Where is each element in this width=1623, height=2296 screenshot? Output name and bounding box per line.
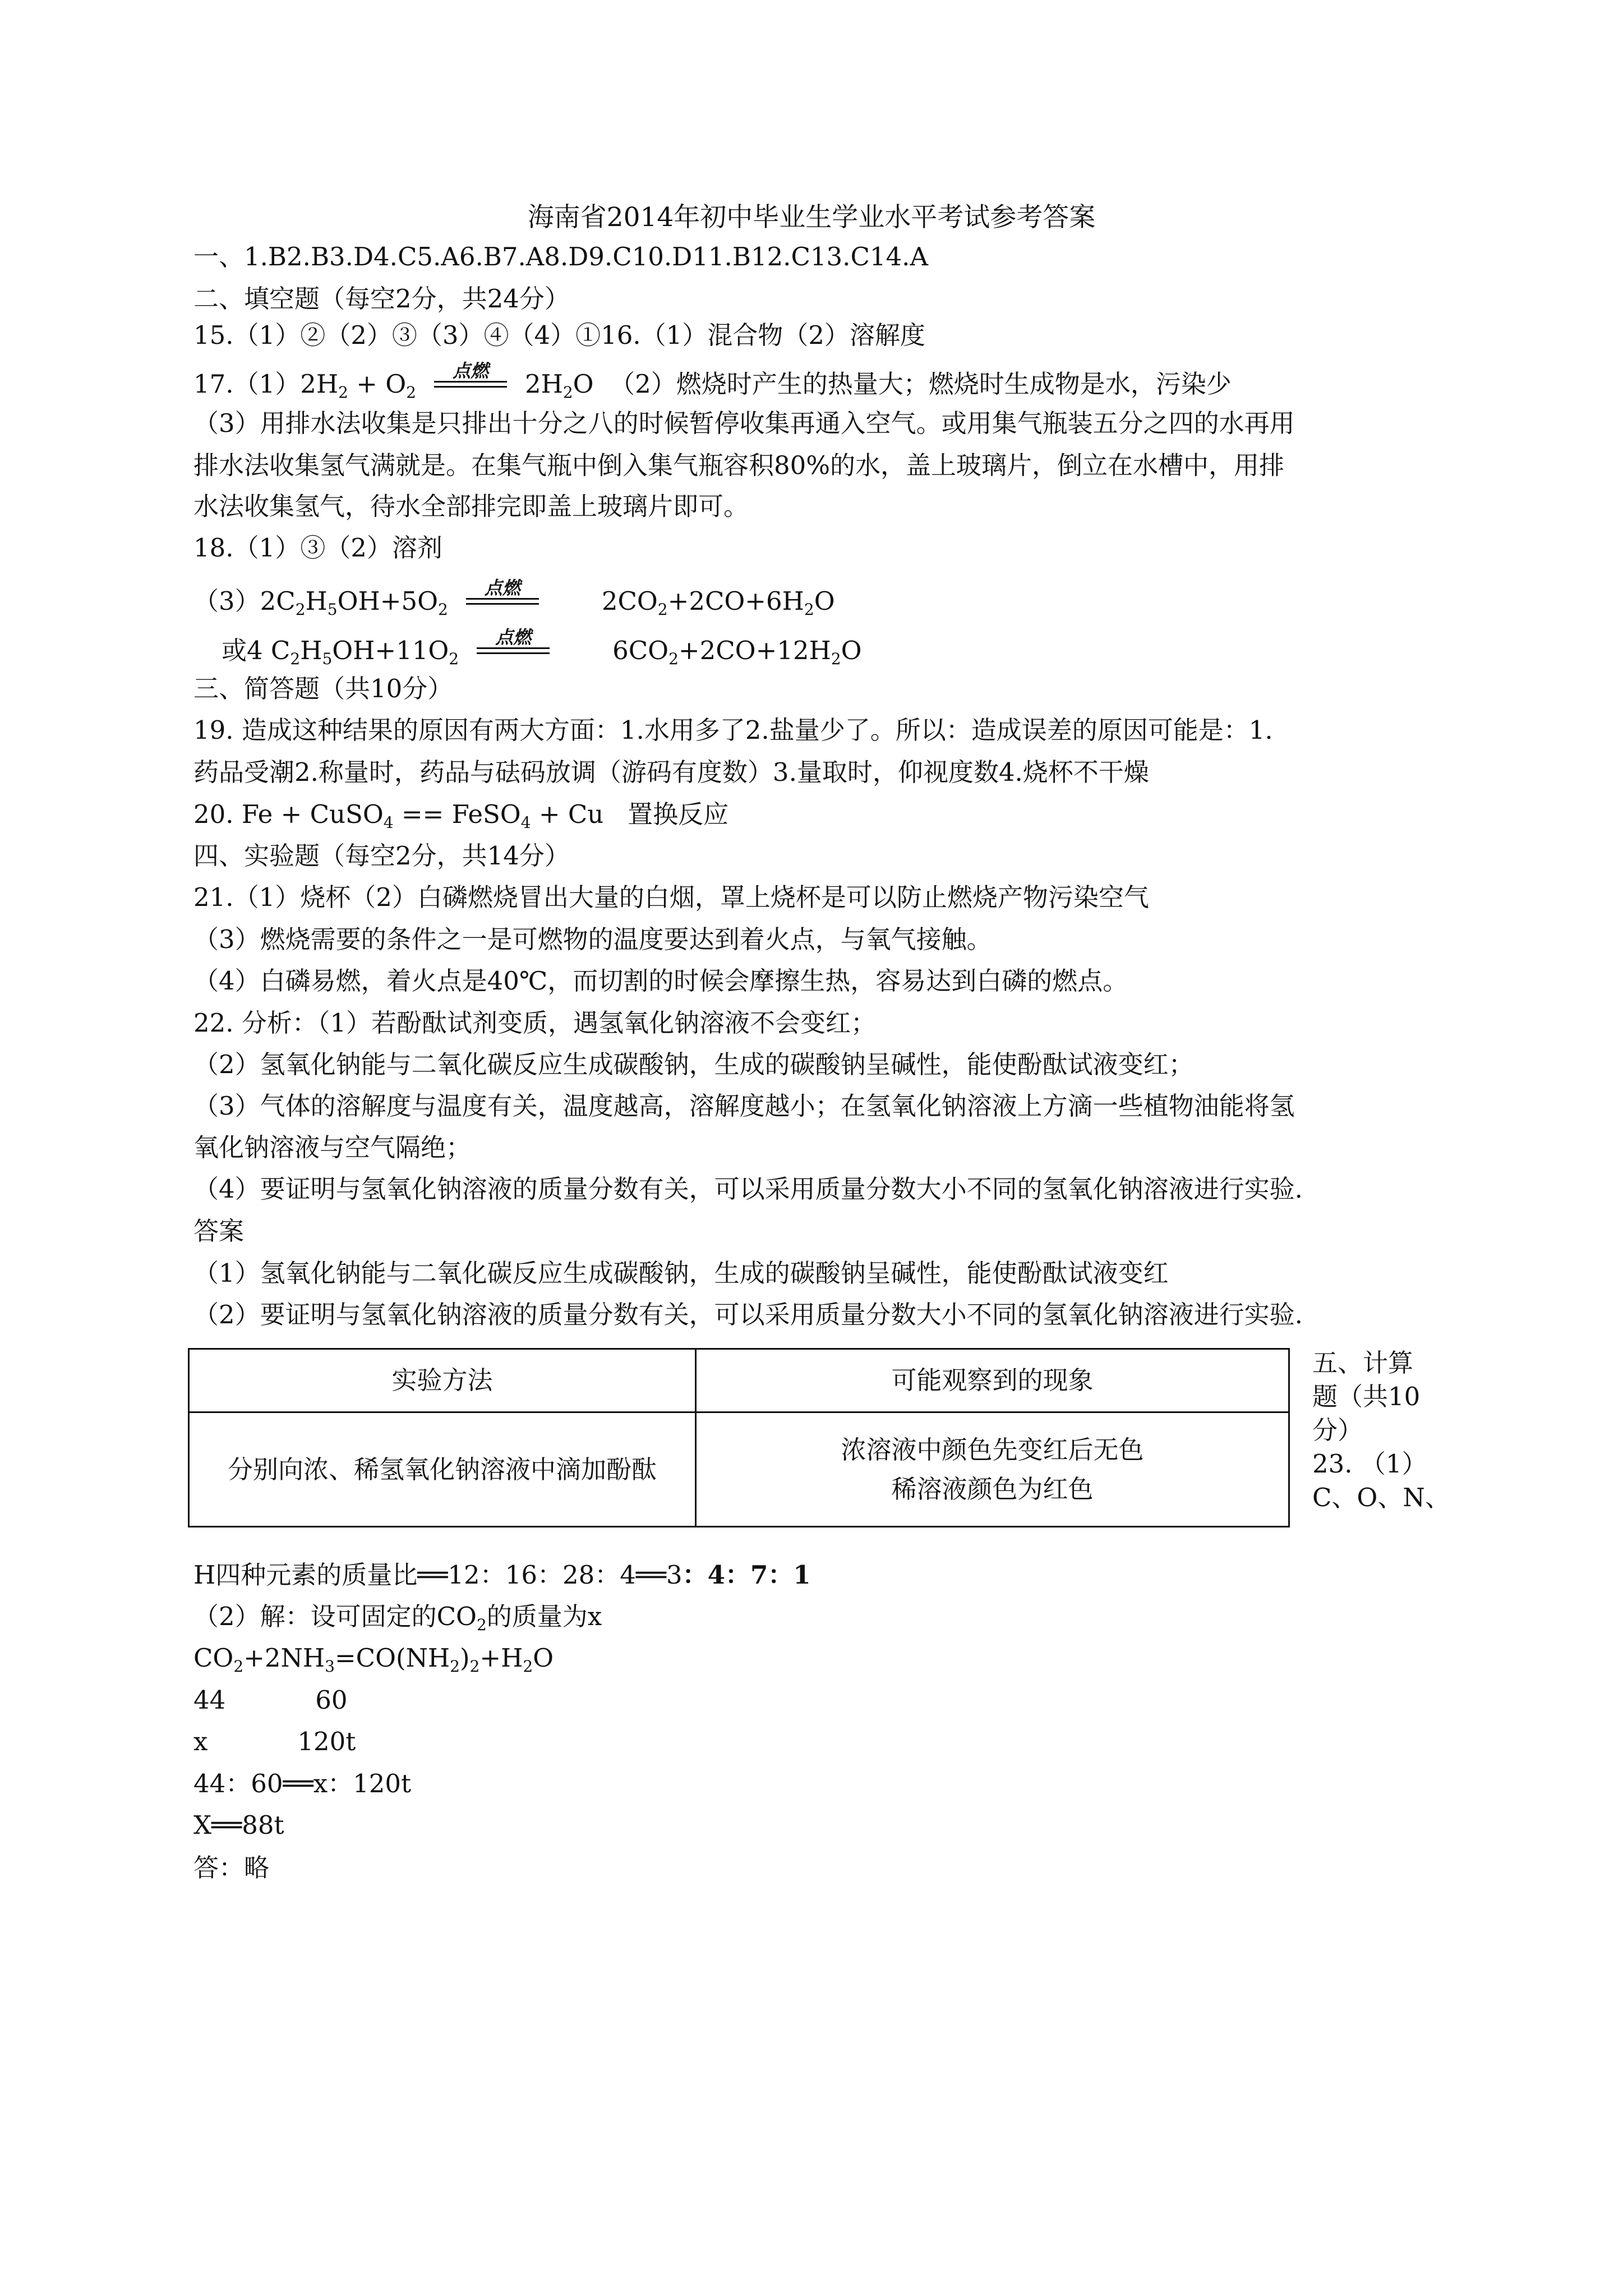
answer-23-2-setup: （2）解：设可固定的$CO_2$的质量为x <box>193 1602 602 1634</box>
ignition-condition: 点燃 <box>460 585 545 618</box>
table-header-row <box>189 1349 1289 1412</box>
answer-23-1-ratio: H四种元素的质量比══12：16：28：4══3：4：7：1 <box>193 1560 811 1590</box>
table-row <box>189 1412 1289 1527</box>
ignition-condition: 点燃 <box>428 367 513 401</box>
answer-19-line2: 药品受潮2.称量时，药品与砝码放调（游码有度数）3.量取时，仰视度数4.烧杯不干燥 <box>193 757 1149 787</box>
answer-final: 答：略 <box>193 1853 270 1883</box>
table-cell-method: 分别向浓、稀氢氧化钠溶液中滴加酚酞 <box>189 1412 696 1527</box>
answer-20: 20. Fe + CuSO$_4$ == FeSO$_4$ + Cu 置换反应 <box>193 799 729 832</box>
answer-23-2-result: X══88t <box>193 1810 284 1840</box>
answer-17-3-line3: 水法收集氢气，待水全部排完即盖上玻璃片即可。 <box>193 491 749 521</box>
table-header-observation: 可能观察到的现象 <box>696 1349 1289 1412</box>
answer-18-equation-1: $(3)2C_2H_5OH+5O_2$ 点燃 $2CO_2+2CO+6H_2O$ <box>193 577 835 619</box>
experiment-table <box>188 1348 1290 1527</box>
answer-22-1: （1）氢氧化钠能与二氧化碳反应生成碳酸钠，生成的碳酸钠呈碱性，能使酚酞试液变红 <box>193 1258 1169 1288</box>
answer-23-2-equation: $CO_2+2NH_3=CO(NH_2)_2+H_2O$ <box>193 1643 554 1676</box>
section-2-heading: 二、填空题（每空2分，共24分） <box>193 284 570 314</box>
section-4-heading: 四、实验题（每空2分，共14分） <box>193 841 570 871</box>
answer-label: 答案 <box>193 1216 245 1246</box>
answer-22-2: （2）要证明与氢氧化钠溶液的质量分数有关，可以采用质量分数大小不同的氢氧化钠溶液进行实验. <box>193 1300 1303 1329</box>
answer-17-3-line1: （3）用排水法收集是只排出十分之八的时候暂停收集再通入空气。或用集气瓶装五分之四的水再用 <box>193 408 1295 438</box>
answer-22-analysis-2: （2）氢氧化钠能与二氧化碳反应生成碳酸钠，生成的碳酸钠呈碱性，能使酚酞试液变红； <box>193 1050 1194 1079</box>
answer-22-analysis-1: 22. 分析：（1）若酚酞试剂变质，遇氢氧化钠溶液不会变红； <box>193 1008 877 1038</box>
answer-22-analysis-4: （4）要证明与氢氧化钠溶液的质量分数有关，可以采用质量分数大小不同的氢氧化钠溶液进行实验. <box>193 1174 1303 1204</box>
answer-23-2-proportion: 44：60══x：120t <box>193 1769 412 1798</box>
answer-22-analysis-3b: 氧化钠溶液与空气隔绝； <box>193 1133 472 1162</box>
section-5-side-text: 五、计算 题（共10 分） 23. （1） C、O、N、 <box>1312 1348 1450 1512</box>
ignition-condition: 点燃 <box>471 634 555 668</box>
section-3-heading: 三、简答题（共10分） <box>193 674 453 703</box>
answer-21-4: （4）白磷易燃，着火点是40℃，而切割的时候会摩擦生热，容易达到白磷的燃点。 <box>193 966 1128 996</box>
answer-18: 18.（1）③（2）溶剂 <box>193 533 442 563</box>
answer-18-equation-2: 或4 $C_2H_5OH+11O_2$ 点燃 $6CO_2+2CO+12H_2O$ <box>222 627 862 668</box>
answer-17-equation: $17.(1)2H_2 + O_2$ 点燃 $2H_2O$ （2）燃烧时产生的热量大；燃烧时生成物是水，污染少 <box>193 360 1232 402</box>
answer-15-16: 15.（1）②（2）③（3）④（4）①16.（1）混合物（2）溶解度 <box>193 320 925 350</box>
answer-17-3-line2: 排水法收集氢气满就是。在集气瓶中倒入集气瓶容积80%的水，盖上玻璃片，倒立在水槽中，用排 <box>193 450 1285 480</box>
answer-21-3: （3）燃烧需要的条件之一是可燃物的温度要达到着火点，与氧气接触。 <box>193 924 992 954</box>
table-header-method: 实验方法 <box>189 1349 696 1412</box>
page-title: 海南省2014年初中毕业生学业水平考试参考答案 <box>527 202 1096 233</box>
answer-19-line1: 19. 造成这种结果的原因有两大方面：1.水用多了2.盐量少了。所以：造成误差的原因可能是：1. <box>193 715 1273 745</box>
answer-23-2-molar: 44 60 <box>193 1685 348 1715</box>
mc-answers: 一、1.B2.B3.D4.C5.A6.B7.A8.D9.C10.D11.B12.C13.C14.A <box>193 242 928 272</box>
table-cell-observation: 浓溶液中颜色先变红后无色 稀溶液颜色为红色 <box>696 1412 1289 1527</box>
answer-22-analysis-3: （3）气体的溶解度与温度有关，温度越高，溶解度越小；在氢氧化钠溶液上方滴一些植物油能将氢 <box>193 1091 1295 1121</box>
answer-23-2-given: x 120t <box>193 1727 356 1756</box>
answer-21-1: 21.（1）烧杯（2）白磷燃烧冒出大量的白烟，罩上烧杯是可以防止燃烧产物污染空气 <box>193 882 1149 912</box>
